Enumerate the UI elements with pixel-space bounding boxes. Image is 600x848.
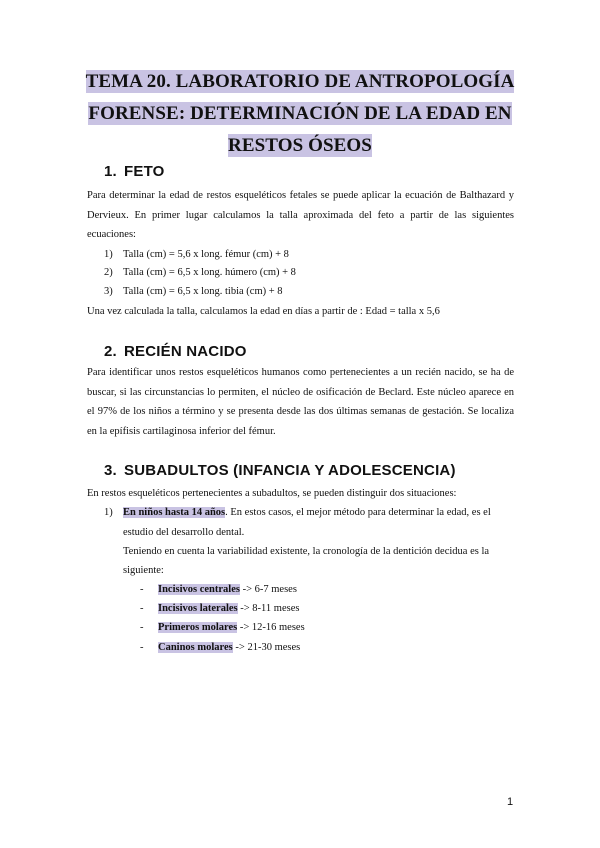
equation-text: Talla (cm) = 5,6 x long. fémur (cm) + 8 <box>123 249 289 260</box>
tooth-range: -> 21-30 meses <box>232 642 301 653</box>
list-number: 1) <box>104 507 113 518</box>
tooth-item <box>158 621 305 635</box>
section-1-outro: Una vez calculada la talla, calculamos la edad en días a partir de : Edad = talla x 5,6 <box>87 306 440 317</box>
equation-number: 3) <box>104 286 113 297</box>
tooth-range: -> 12-16 meses <box>237 622 305 633</box>
title-line-2: FORENSE: DETERMINACIÓN DE LA EDAD EN <box>88 103 512 124</box>
title-line-3: RESTOS ÓSEOS <box>228 135 372 156</box>
list-item-paragraph: Teniendo en cuenta la variabilidad existente, la cronología de la dentición decidua es la <box>123 546 490 557</box>
tooth-item <box>158 583 297 597</box>
highlighted-term: En niños hasta 14 años <box>123 507 226 518</box>
equation-number: 1) <box>104 249 113 260</box>
list-item-continuation: estudio del desarrollo dental. <box>123 527 245 538</box>
tooth-name: Incisivos laterales <box>158 603 238 614</box>
equation-item <box>104 248 113 262</box>
section-number: 2. <box>104 343 117 360</box>
bullet-dash: - <box>140 584 144 595</box>
section-heading-subadultos <box>104 462 456 479</box>
bullet-dash: - <box>140 622 144 633</box>
section-number: 3. <box>104 462 117 479</box>
section-heading-recien-nacido <box>104 343 247 360</box>
page-number: 1 <box>507 796 514 808</box>
equation-item <box>104 266 113 280</box>
list-item-rest: . En estos casos, el mejor método para determinar la edad, es el <box>225 507 491 518</box>
section-heading-feto <box>104 163 165 180</box>
bullet-dash: - <box>140 642 144 653</box>
document-title <box>60 66 540 162</box>
section-2-body: Para identificar unos restos esqueléticos humanos como pertenecientes a un recién nacido, se ha de buscar, si las circunstancias lo permiten, el núcleo de osificación de Beclard. Este núcleo aparece en el 97% de los niños a término y se presenta desde las dos últimas semanas de gestación. Se localiza en la epífisis cartilaginosa inferior del fémur. <box>87 367 514 437</box>
equation-item <box>104 285 113 299</box>
equation-text: Talla (cm) = 6,5 x long. tibia (cm) + 8 <box>123 286 283 297</box>
tooth-name: Incisivos centrales <box>158 584 240 595</box>
bullet-dash: - <box>140 603 144 614</box>
section-1-intro: Para determinar la edad de restos esqueléticos fetales se puede aplicar la ecuación de Balthazard y Dervieux. En primer lugar calculamos la talla aproximada del feto a partir de las siguientes ecuaciones: <box>87 190 514 240</box>
section-title: SUBADULTOS (INFANCIA Y ADOLESCENCIA) <box>124 462 456 479</box>
equation-text: Talla (cm) = 6,5 x long. húmero (cm) + 8 <box>123 267 296 278</box>
equation-number: 2) <box>104 267 113 278</box>
section-3-intro: En restos esqueléticos pertenecientes a subadultos, se pueden distinguir dos situaciones: <box>87 488 457 499</box>
tooth-name: Primeros molares <box>158 622 238 633</box>
section-number: 1. <box>104 163 117 180</box>
section-title: RECIÉN NACIDO <box>124 343 247 360</box>
tooth-range: -> 6-7 meses <box>239 584 297 595</box>
title-line-1: TEMA 20. LABORATORIO DE ANTROPOLOGÍA <box>85 71 515 92</box>
list-item-paragraph-end: siguiente: <box>123 565 164 576</box>
tooth-item <box>158 602 299 616</box>
section-title: FETO <box>124 163 165 180</box>
list-item-text <box>123 506 491 520</box>
tooth-name: Caninos molares <box>158 642 233 653</box>
tooth-item <box>158 641 300 655</box>
tooth-range: -> 8-11 meses <box>237 603 300 614</box>
